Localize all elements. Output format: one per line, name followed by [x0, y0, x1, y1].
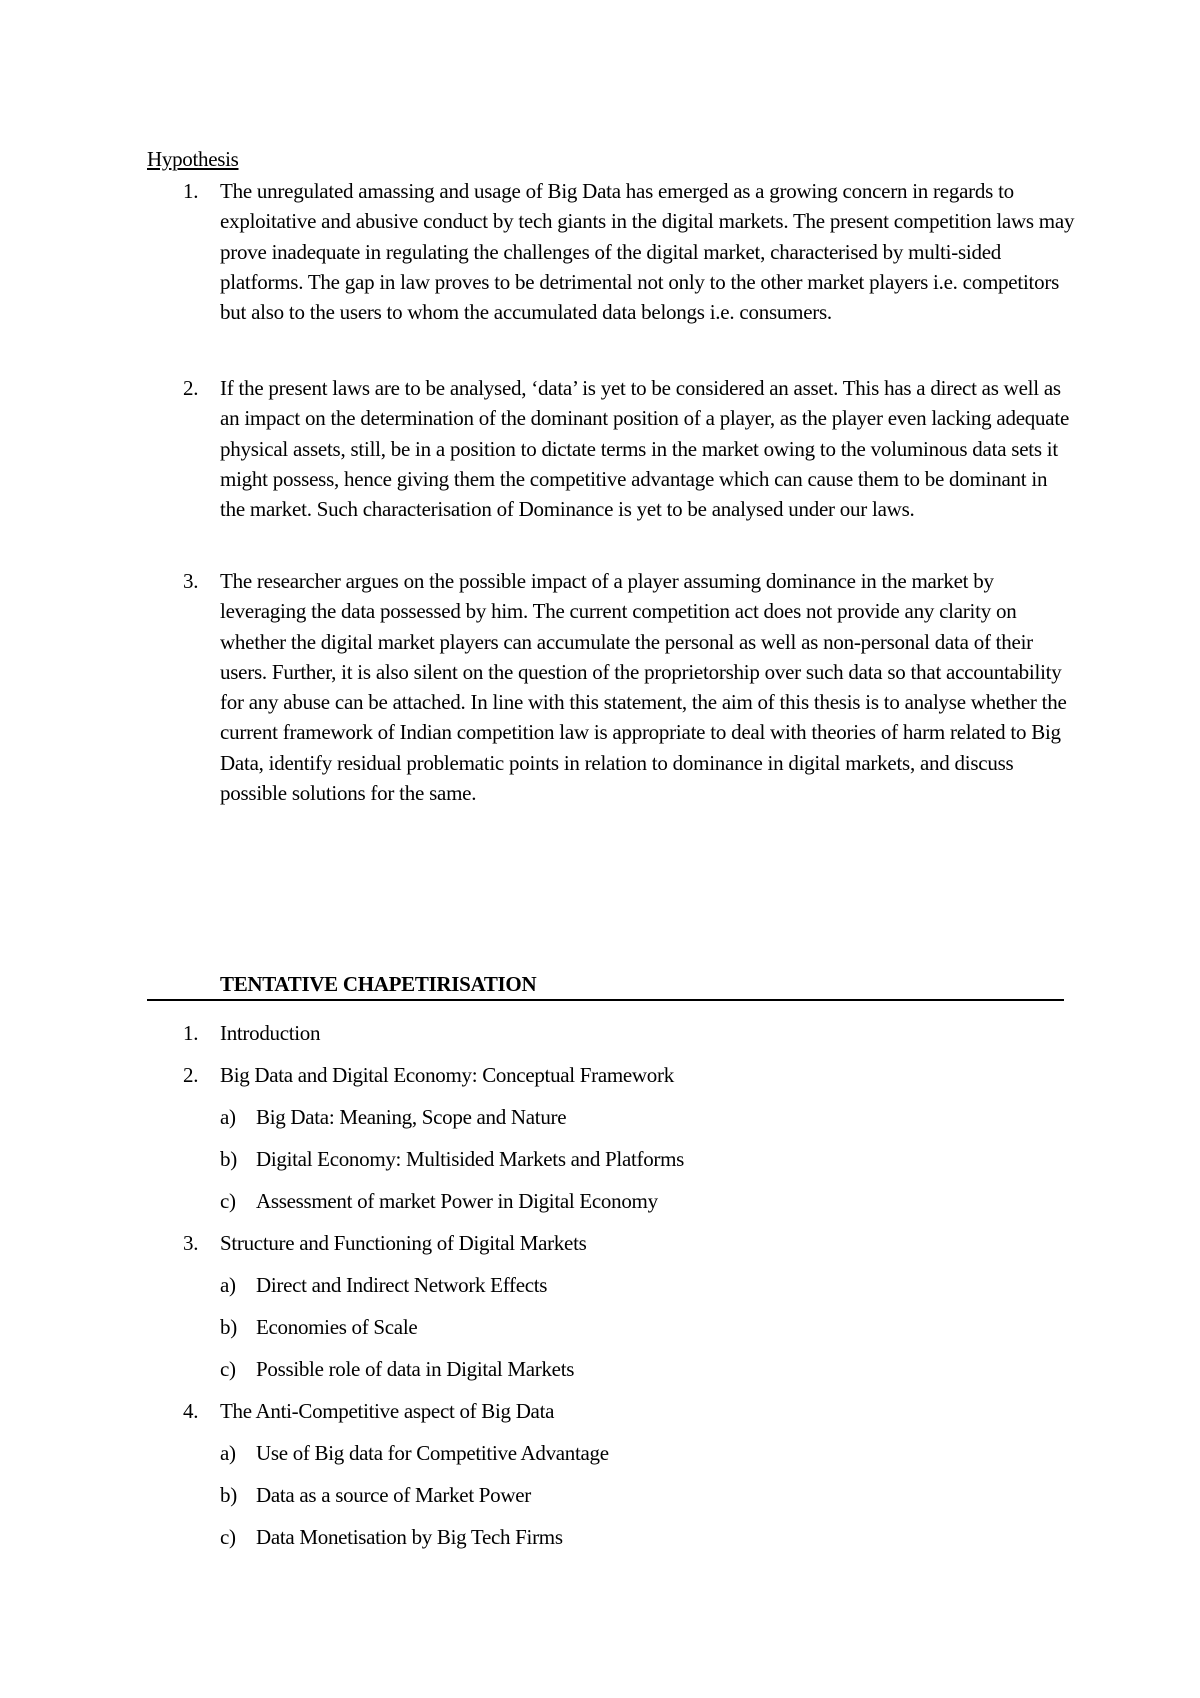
subsection-label: Data Monetisation by Big Tech Firms: [256, 1525, 563, 1549]
subsection-label: Economies of Scale: [256, 1315, 418, 1339]
hypothesis-item-text: The researcher argues on the possible impact of a player assuming dominance in the market by leveraging the data possessed by him. The current competition act does not provide any clarity on whether the digital market players can accumulate the personal as well as non-personal data of their users. Further, it is also silent on the question of the proprietorship over such data so that accountability for any abuse can be attached. In line with this statement, the aim of this thesis is to analyse whether the current framework of Indian competition law is appropriate to deal with theories of harm related to Big Data, identify residual problematic points in relation to dominance in digital markets, and discuss possible solutions for the same.: [220, 569, 1067, 806]
hypothesis-item-text: If the present laws are to be analysed, ‘data’ is yet to be considered an asset. This has a direct as well as an impact on the determination of the dominant position of a player, as the player even lacking adequate physical assets, still, be in a position to dictate terms in the market owing to the voluminous data sets it might possess, hence giving them the competitive advantage which can cause them to be dominant in the market. Such characterisation of Dominance is yet to be analysed under our laws.: [220, 376, 1070, 522]
subsection-label: Possible role of data in Digital Markets: [256, 1357, 575, 1381]
chapter-label: Big Data and Digital Economy: Conceptual Framework: [220, 1063, 674, 1087]
subsection-label: Big Data: Meaning, Scope and Nature: [256, 1105, 567, 1129]
hypothesis-item-number: 1.: [183, 179, 199, 203]
subsection-letter: c): [220, 1189, 236, 1213]
hypothesis-item-number: 2.: [183, 376, 199, 400]
subsection-label: Assessment of market Power in Digital Economy: [256, 1189, 658, 1213]
heading-rule: [147, 999, 1064, 1001]
subsection-label: Use of Big data for Competitive Advantage: [256, 1441, 609, 1465]
chapter-label: Introduction: [220, 1021, 321, 1045]
hypothesis-item-number: 3.: [183, 569, 199, 593]
chapter-number: 2.: [183, 1063, 199, 1087]
subsection-label: Digital Economy: Multisided Markets and Platforms: [256, 1147, 684, 1171]
hypothesis-heading: Hypothesis: [147, 147, 239, 171]
chapter-number: 1.: [183, 1021, 199, 1045]
hypothesis-item: [147, 566, 1077, 808]
subsection-letter: c): [220, 1525, 236, 1549]
chapterisation-heading: TENTATIVE CHAPETIRISATION: [220, 972, 537, 996]
subsection-letter: b): [220, 1315, 237, 1339]
subsection-letter: b): [220, 1147, 237, 1171]
hypothesis-item: [147, 373, 1077, 524]
hypothesis-item-text: The unregulated amassing and usage of Big Data has emerged as a growing concern in regards to exploitative and abusive conduct by tech giants in the digital markets. The present competition laws may prove inadequate in regulating the challenges of the digital market, characterised by multi-sided platforms. The gap in law proves to be detrimental not only to the other market players i.e. competitors but also to the users to whom the accumulated data belongs i.e. consumers.: [220, 179, 1075, 325]
hypothesis-item: [147, 176, 1077, 327]
chapter-label: Structure and Functioning of Digital Markets: [220, 1231, 587, 1255]
subsection-letter: b): [220, 1483, 237, 1507]
chapter-number: 4.: [183, 1399, 199, 1423]
subsection-letter: a): [220, 1105, 236, 1129]
subsection-letter: a): [220, 1273, 236, 1297]
chapter-label: The Anti-Competitive aspect of Big Data: [220, 1399, 555, 1423]
subsection-label: Direct and Indirect Network Effects: [256, 1273, 548, 1297]
subsection-label: Data as a source of Market Power: [256, 1483, 531, 1507]
subsection-letter: a): [220, 1441, 236, 1465]
subsection-letter: c): [220, 1357, 236, 1381]
chapter-number: 3.: [183, 1231, 199, 1255]
